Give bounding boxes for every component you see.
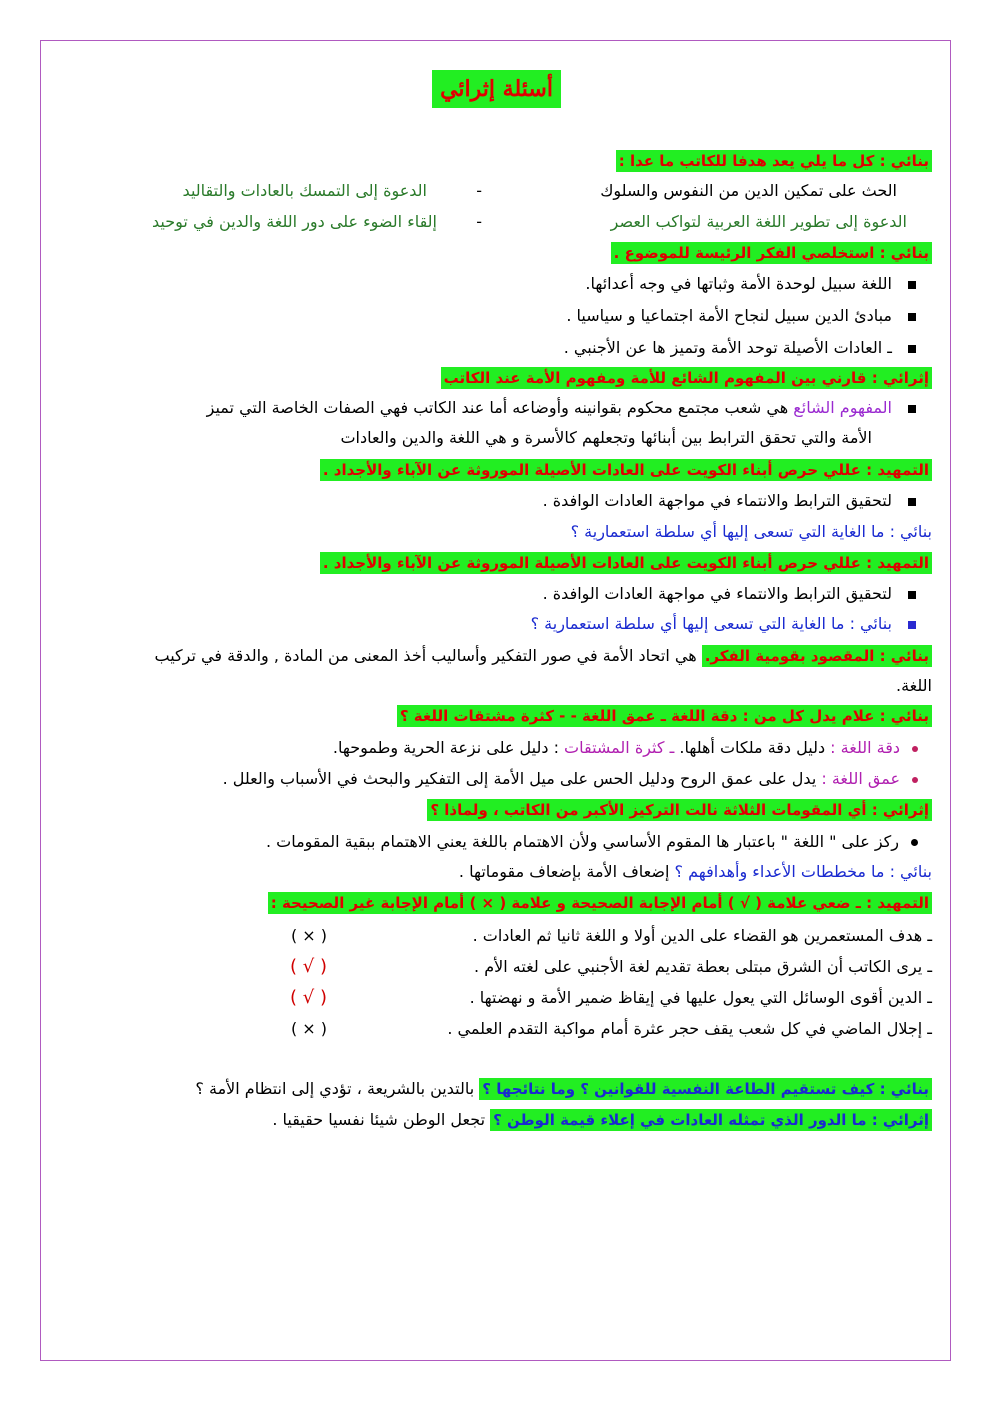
q7-heading-line	[397, 705, 932, 727]
document-body	[60, 60, 933, 114]
q6-heading: بنائي : المقصود بقومية الفكر.	[702, 645, 932, 667]
bullet-icon	[908, 281, 916, 289]
q2-item-1: اللغة سبيل لوحدة الأمة وثباتها في وجه أعدائها.	[585, 273, 922, 295]
q8-heading: إثرائي : أي المقومات الثلاثة نالت التركيز الأكبر من الكاتب ، ولماذا ؟	[427, 799, 932, 821]
q4-heading: التمهيد : عللي حرص أبناء الكويت على العادات الأصيلة الموروثة عن الآباء والأجداد .	[320, 459, 932, 481]
q9-row-3: ـ الدين أقوى الوسائل التي يعول عليها في إيقاظ ضمير الأمة و نهضتها .	[469, 988, 932, 1007]
q9-mark-2: ( √ )	[290, 956, 327, 977]
q1-opt4: إلقاء الضوء على دور اللغة والدين في توحيد	[152, 212, 437, 231]
page-border	[40, 40, 951, 1361]
q1-dash2: -	[476, 212, 482, 231]
title-wrap	[60, 70, 933, 114]
q8-heading-line	[427, 799, 932, 821]
q9-row-1: ـ هدف المستعمرين هو القضاء على الدين أولا و اللغة ثانيا ثم العادات .	[472, 926, 932, 945]
q4-answer: لتحقيق الترابط والانتماء في مواجهة العادات الوافدة .	[543, 490, 922, 512]
q9-heading-line	[268, 892, 932, 914]
bullet-icon	[908, 621, 916, 629]
q9-mark-3: ( √ )	[290, 987, 327, 1008]
q4-followup: بنائي : ما الغاية التي تسعى إليها أي سلطة استعمارية ؟	[570, 522, 932, 541]
q2-heading-line	[611, 242, 932, 264]
q8-answer: ركز على " اللغة " باعتبار ها المقوم الأساسي ولأن الاهتمام باللغة يعني الاهتمام ببقية المقومات .	[266, 831, 922, 853]
page-title: أسئلة إثرائي	[432, 70, 561, 108]
q4-heading-line	[320, 459, 932, 481]
q3-heading-line	[441, 367, 932, 389]
q1-opt3: الدعوة إلى تطوير اللغة العربية لتواكب العصر	[610, 212, 907, 231]
q1-heading: بنائي : كل ما يلي يعد هدفا للكاتب ما عدا :	[616, 150, 932, 172]
bullet-icon	[908, 405, 916, 413]
bullet-icon	[908, 313, 916, 321]
bullet-icon	[911, 839, 918, 846]
q5-heading: التمهيد : عللي حرص أبناء الكويت على العادات الأصيلة الموروثة عن الآباء والأجداد .	[320, 552, 932, 574]
q1-opt2: الدعوة إلى التمسك بالعادات والتقاليد	[182, 181, 427, 200]
q7-heading: بنائي : علام يدل كل من : دقة اللغة ـ عمق اللغة - - كثرة مشتقات اللغة ؟	[397, 705, 932, 727]
q1-opt1: الحث على تمكين الدين من النفوس والسلوك	[600, 181, 897, 200]
q9-mark-1: ( × )	[290, 926, 327, 945]
q6-line-2: اللغة.	[896, 676, 932, 695]
q9-row-4: ـ إجلال الماضي في كل شعب يقف حجر عثرة أمام مواكبة التقدم العلمي .	[447, 1019, 932, 1038]
q5-answer: لتحقيق الترابط والانتماء في مواجهة العادات الوافدة .	[543, 583, 922, 605]
q9-row-2: ـ يرى الكاتب أن الشرق مبتلى بعطة تقديم لغة الأجنبي على لغته الأم .	[474, 957, 932, 976]
q11-heading: إثرائي : ما الدور الذي تمثله العادات في إعلاء قيمة الوطن ؟	[490, 1109, 932, 1131]
q9-heading: التمهيد : ـ ضعي علامة ( √ ) أمام الإجابة الصحيحة و علامة ( × ) أمام الإجابة غير الصحيحة :	[268, 892, 932, 914]
q3-heading: إثرائي : قارني بين المفهوم الشائع للأمة ومفهوم الأمة عند الكاتب	[441, 367, 932, 389]
q3-answer-2: الأمة والتي تحقق الترابط بين أبنائها وتجعلهم كالأسرة و هي اللغة والدين والعادات	[340, 428, 872, 447]
q11-line: إثرائي : ما الدور الذي تمثله العادات في إعلاء قيمة الوطن ؟ تجعل الوطن شيئا نفسيا حقيقيا .	[272, 1109, 932, 1131]
q10-heading: بنائي : كيف تستقيم الطاعة النفسية للقوانين ؟ وما نتائجها ؟	[479, 1078, 932, 1100]
bullet-icon	[908, 591, 916, 599]
q7-answer-2: عمق اللغة : يدل على عمق الروح ودليل الحس على ميل الأمة إلى التفكير والبحث في الأسباب والعلل .	[223, 768, 922, 790]
q6-line-1: بنائي : المقصود بقومية الفكر. هي اتحاد الأمة في صور التفكير وأساليب أخذ المعنى من المادة , والدقة في تركيب	[154, 645, 932, 667]
bullet-icon	[908, 498, 916, 506]
q2-item-3: ـ العادات الأصيلة توحد الأمة وتميز ها عن الأجنبي .	[564, 337, 922, 359]
bullet-icon	[908, 345, 916, 353]
q5-heading-line	[320, 552, 932, 574]
q9-mark-4: ( × )	[290, 1019, 327, 1038]
q2-item-2: مبادئ الدين سبيل لنجاح الأمة اجتماعيا و سياسيا .	[566, 305, 922, 327]
q1-heading-line	[616, 150, 932, 172]
q7-answer-1: دقة اللغة : دليل دقة ملكات أهلها. ـ كثرة المشتقات : دليل على نزعة الحرية وطموحها.	[333, 737, 922, 759]
q1-dash1: -	[476, 181, 482, 200]
q10-line: بنائي : كيف تستقيم الطاعة النفسية للقوانين ؟ وما نتائجها ؟ بالتدين بالشريعة ، تؤدي إلى انتظام الأمة ؟	[195, 1078, 932, 1100]
q8-followup: بنائي : ما مخططات الأعداء وأهدافهم ؟ إضعاف الأمة بإضعاف مقوماتها .	[458, 862, 932, 881]
q3-answer-1: المفهوم الشائع هي شعب مجتمع محكوم بقوانينه وأوضاعه أما عند الكاتب فهي الصفات الخاصة التي تميز	[207, 397, 922, 419]
bullet-icon	[912, 777, 918, 783]
q5-followup: بنائي : ما الغاية التي تسعى إليها أي سلطة استعمارية ؟	[531, 613, 922, 635]
bullet-icon	[912, 746, 918, 752]
q2-heading: بنائي : استخلصي الفكر الرئيسة للموضوع .	[611, 242, 932, 264]
